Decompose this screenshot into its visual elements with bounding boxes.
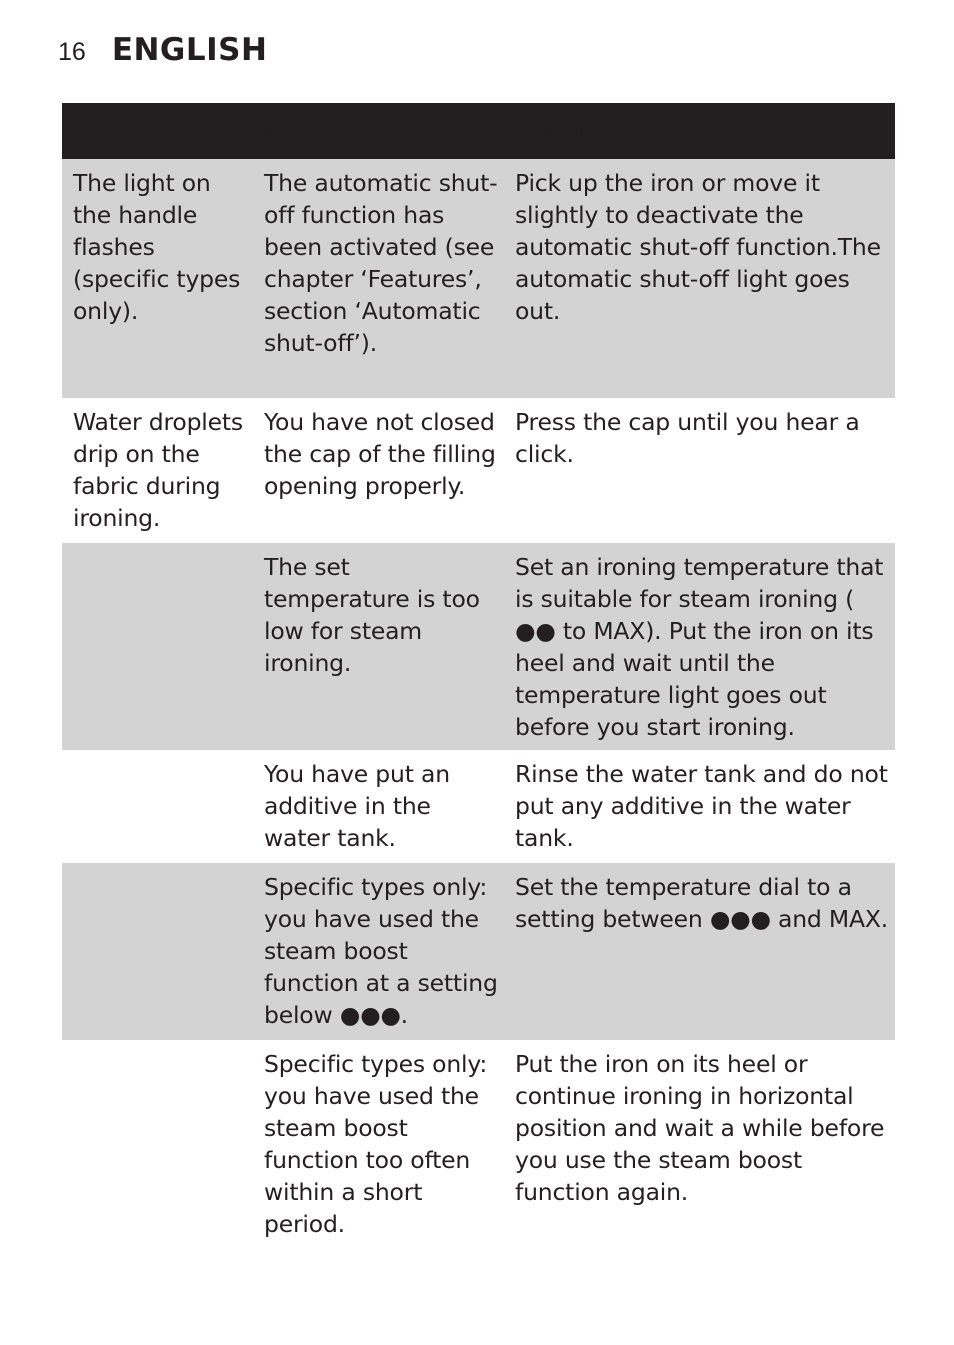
- column-header-possible-cause: Possible cause: [264, 119, 429, 145]
- problem-cell: Water droplets drip on the fabric during ironing.: [73, 408, 243, 532]
- problem-cell: [62, 543, 253, 750]
- table-row: [62, 750, 895, 863]
- problem-cell: The light on the handle flashes (specific types only).: [73, 169, 241, 325]
- cause-cell: You have not closed the cap of the filling opening properly.: [264, 408, 496, 500]
- solution-cell: Put the iron on its heel or continue ironing in horizontal position and wait a while before you use the steam boost function again.: [515, 1050, 885, 1206]
- column-header-solution: Solution: [515, 119, 608, 145]
- table-header-row: [62, 103, 895, 159]
- table-row: [62, 543, 895, 750]
- table-row: [62, 1040, 895, 1249]
- column-header-problem: Problem: [73, 119, 166, 145]
- solution-cell: Rinse the water tank and do not put any additive in the water tank.: [515, 760, 888, 852]
- cause-cell: The automatic shut-off function has been activated (see chapter ‘Features’, section ‘Automatic shut-off’).: [264, 169, 498, 357]
- solution-cell: Set an ironing temperature that is suitable for steam ironing ( ●● to MAX). Put the iron on its heel and wait until the temperature light goes out before you start ironing.: [515, 553, 884, 741]
- solution-cell: Press the cap until you hear a click.: [515, 408, 860, 468]
- problem-cell: [62, 863, 253, 1040]
- cause-cell: Specific types only: you have used the steam boost function at a setting below ●●●.: [264, 873, 498, 1029]
- solution-cell: Pick up the iron or move it slightly to deactivate the automatic shut-off function.The automatic shut-off light goes out.: [515, 169, 881, 325]
- page-header: [58, 32, 267, 68]
- cause-cell: Specific types only: you have used the steam boost function too often within a short period.: [264, 1050, 488, 1238]
- table-row: [62, 159, 895, 398]
- cause-cell: You have put an additive in the water tank.: [264, 760, 450, 852]
- cause-cell: The set temperature is too low for steam ironing.: [264, 553, 480, 677]
- solution-cell: Set the temperature dial to a setting between ●●● and MAX.: [515, 873, 889, 933]
- section-title: ENGLISH: [111, 32, 268, 68]
- problem-cell: [62, 750, 253, 863]
- troubleshooting-table: [62, 103, 895, 1249]
- page-number: 16: [58, 38, 86, 66]
- table-row: [62, 863, 895, 1040]
- table-row: [62, 398, 895, 543]
- problem-cell: [62, 1040, 253, 1249]
